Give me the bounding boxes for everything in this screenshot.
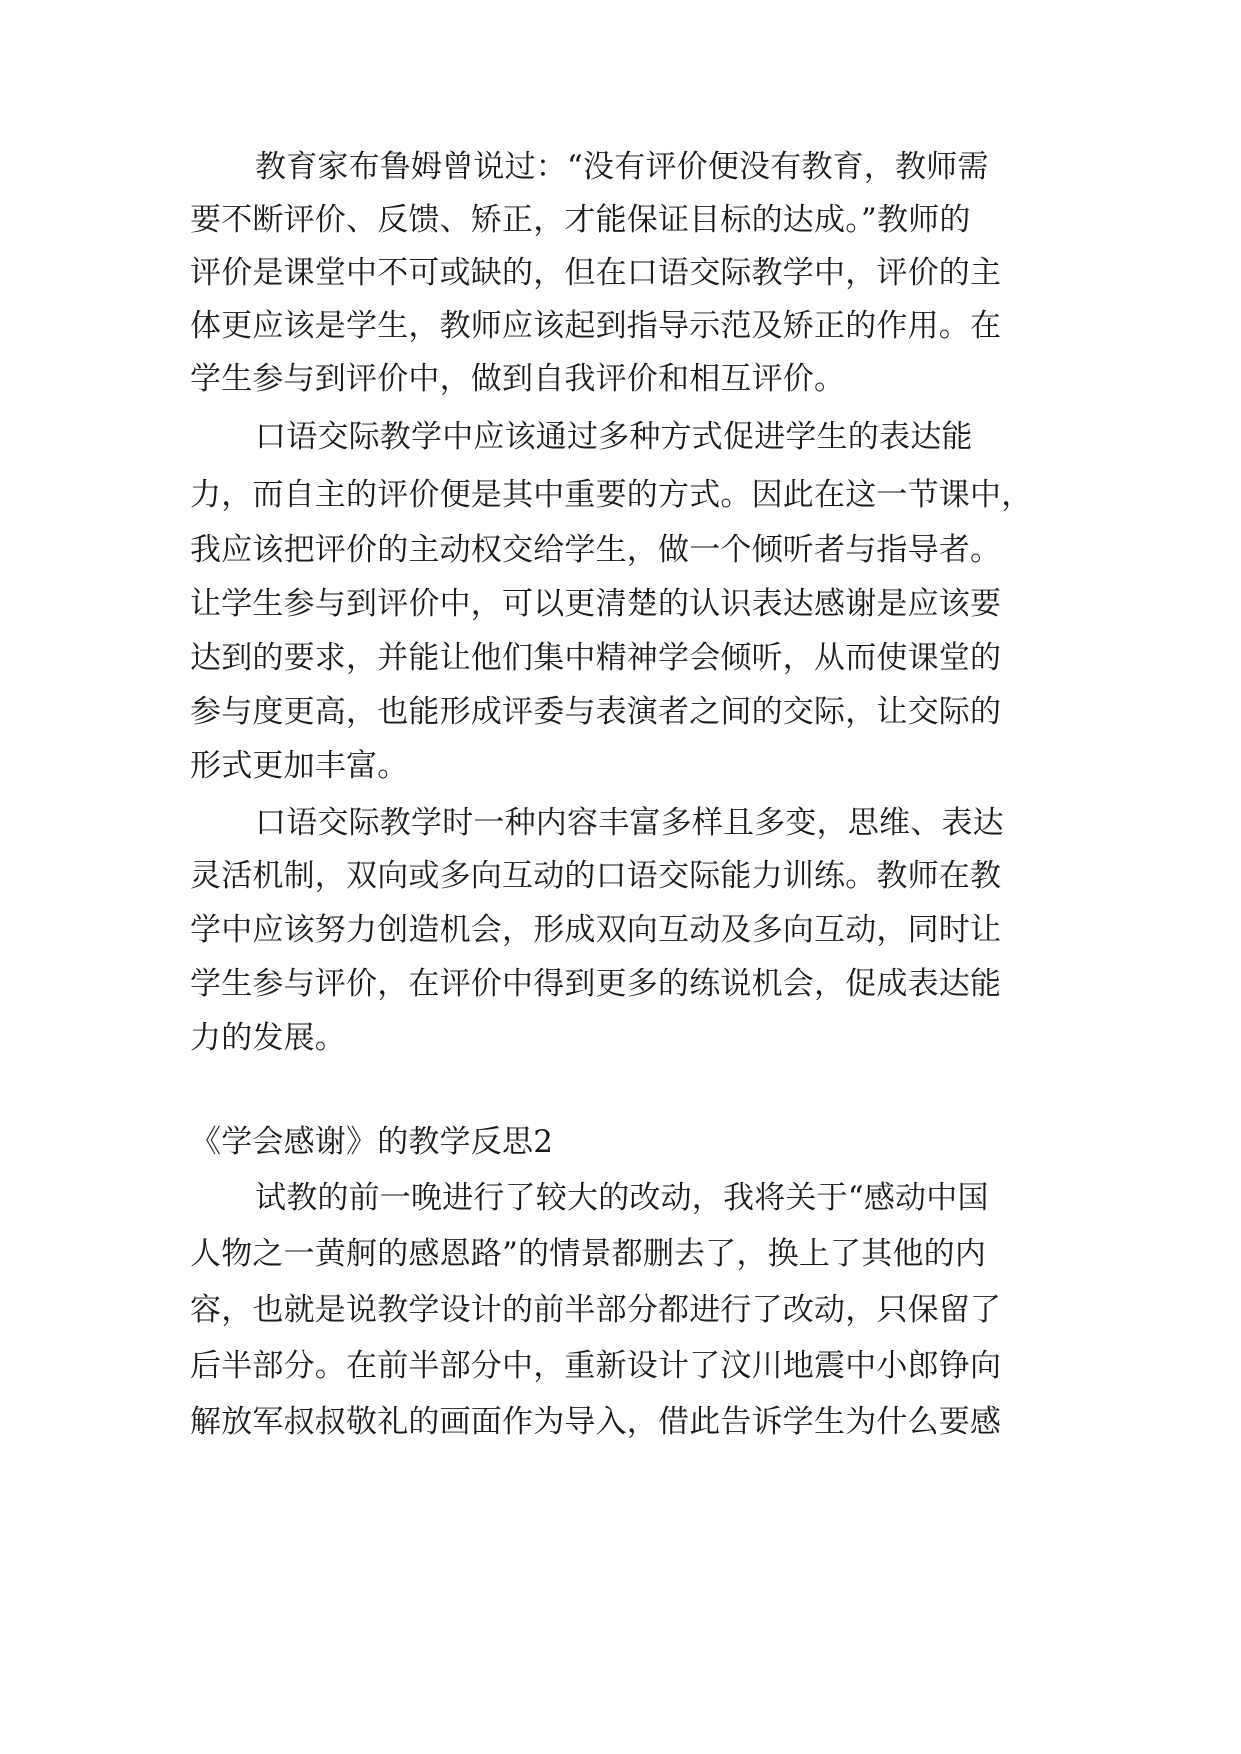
paragraph-line: 参与度更高，也能形成评委与表演者之间的交际，让交际的 bbox=[190, 694, 1002, 730]
paragraph-line: 让学生参与到评价中，可以更清楚的认识表达感谢是应该要 bbox=[190, 586, 1002, 622]
paragraph-line: 口语交际教学时一种内容丰富多样且多变，思维、表达 bbox=[255, 805, 1004, 841]
paragraph-line: 力，而自主的评价便是其中重要的方式。因此在这一节课中， bbox=[190, 477, 1033, 513]
paragraph-line: 我应该把评价的主动权交给学生，做一个倾听者与指导者。 bbox=[190, 532, 1002, 568]
paragraph-line: 力的发展。 bbox=[190, 1020, 346, 1056]
paragraph-line: 解放军叔叔敬礼的画面作为导入，借此告诉学生为什么要感 bbox=[190, 1404, 1002, 1440]
section-heading: 《学会感谢》的教学反思2 bbox=[190, 1124, 554, 1160]
paragraph-line: 学生参与评价，在评价中得到更多的练说机会，促成表达能 bbox=[190, 966, 1002, 1002]
paragraph-line: 要不断评价、反馈、矫正，才能保证目标的达成。”教师的 bbox=[190, 202, 971, 238]
paragraph-line: 容，也就是说教学设计的前半部分都进行了改动，只保留了 bbox=[190, 1292, 1002, 1328]
paragraph-line: 试教的前一晚进行了较大的改动，我将关于“感动中国 bbox=[255, 1180, 989, 1216]
paragraph-line: 学中应该努力创造机会，形成双向互动及多向互动，同时让 bbox=[190, 912, 1002, 948]
paragraph-line: 人物之一黄舸的感恩路”的情景都删去了，换上了其他的内 bbox=[190, 1236, 987, 1272]
paragraph-line: 评价是课堂中不可或缺的，但在口语交际教学中，评价的主 bbox=[190, 255, 1002, 291]
paragraph-line: 灵活机制，双向或多向互动的口语交际能力训练。教师在教 bbox=[190, 858, 1002, 894]
paragraph-line: 后半部分。在前半部分中，重新设计了汶川地震中小郎铮向 bbox=[190, 1348, 1002, 1384]
paragraph-line: 口语交际教学中应该通过多种方式促进学生的表达能 bbox=[255, 419, 973, 455]
paragraph-line: 体更应该是学生，教师应该起到指导示范及矫正的作用。在 bbox=[190, 308, 1002, 344]
paragraph-line: 达到的要求，并能让他们集中精神学会倾听，从而使课堂的 bbox=[190, 640, 1002, 676]
paragraph-line: 学生参与到评价中，做到自我评价和相互评价。 bbox=[190, 361, 846, 397]
paragraph-line: 形式更加丰富。 bbox=[190, 748, 409, 784]
paragraph-line: 教育家布鲁姆曾说过：“没有评价便没有教育，教师需 bbox=[255, 149, 989, 185]
